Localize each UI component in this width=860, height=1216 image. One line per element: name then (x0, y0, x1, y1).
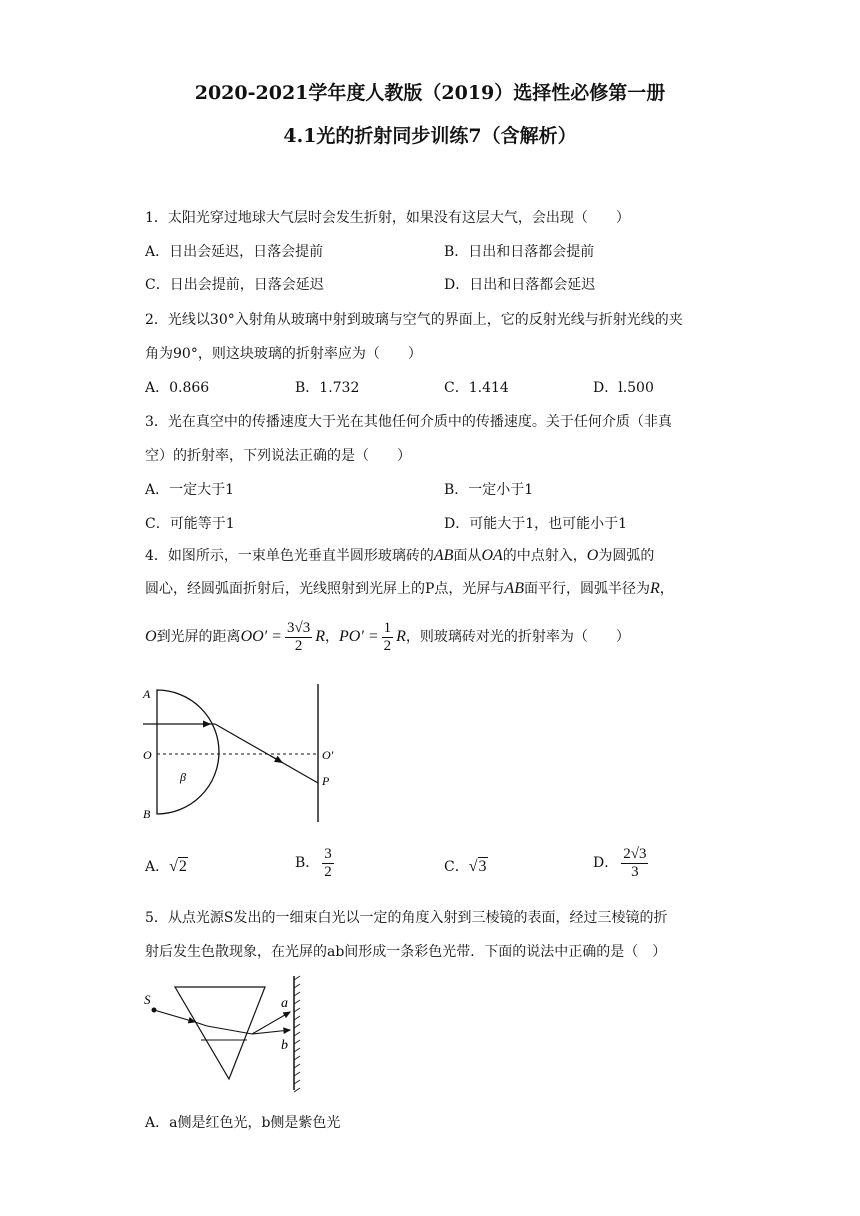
screen-hatch (294, 976, 300, 1092)
q4-figure-semicircle-glass (140, 682, 350, 827)
q5-stem-line1: 5．从点光源S发出的一细束白光以一定的角度入射到三棱镜的表面，经过三棱镜的折 (145, 910, 668, 926)
fraction-po-prime: $\frac{1}{2}$ (383, 620, 392, 654)
q3-option-a: A．一定大于1 (145, 482, 235, 498)
q1-stem: 1．太阳光穿过地球大气层时会发生折射，如果没有这层大气，会出现（ ） (145, 210, 630, 226)
semicircle-glass-outline (157, 690, 219, 814)
q4-option-b: B． $\frac{3}{2}$ (295, 846, 332, 880)
q4-option-c: C．√3 (444, 858, 487, 875)
q5-figure-prism (140, 972, 310, 1094)
q2-stem-line1: 2．光线以30°入射角从玻璃中射到玻璃与空气的界面上，它的反射光线与折射光线的夹 (145, 312, 683, 328)
fig-label-p: P (322, 774, 330, 788)
q1-option-c: C．日出会提前，日落会延迟 (145, 277, 324, 293)
fig-label-a-side: a (281, 996, 288, 1011)
fig-label-b: B (143, 807, 151, 821)
fig-label-o: O (143, 748, 152, 762)
fig-label-a: A (143, 687, 151, 701)
q1-option-b: B．日出和日落都会提前 (444, 244, 595, 260)
q2-option-c: C．1.414 (444, 380, 509, 396)
q4-stem-line2: 圆心，经圆弧面折射后，光线照射到光屏上的P点，光屏与AB面平行，圆弧半径为R， (145, 580, 674, 597)
q2-stem-line2: 角为90°，则这块玻璃的折射率应为（ ） (145, 346, 422, 362)
fig-label-b-side: b (281, 1038, 288, 1053)
incident-ray-s (154, 1010, 195, 1022)
q3-stem-line1: 3．光在真空中的传播速度大于光在其他任何介质中的传播速度。关于任何介质（非真 (145, 414, 672, 430)
q4-option-d: D． $\frac{2√3}{3}$ (593, 846, 647, 880)
q1-option-d: D．日出和日落都会延迟 (444, 277, 596, 293)
q2-option-b: B．1.732 (295, 380, 360, 396)
fig-label-o-prime: O′ (322, 748, 334, 762)
fig-label-beta: β (180, 770, 186, 784)
fraction-oo-prime: $\frac{3√3}{2}$ (286, 620, 311, 654)
prism-triangle (175, 987, 265, 1079)
q2-option-a: A．0.866 (145, 380, 210, 396)
document-title-line1: 2020-2021学年度人教版（2019）选择性必修第一册 (194, 82, 666, 104)
q3-option-c: C．可能等于1 (145, 516, 235, 532)
document-title-line2: 4.1光的折射同步训练7（含解析） (283, 125, 577, 147)
fig-label-s: S (144, 992, 151, 1007)
q3-option-d: D．可能大于1，也可能小于1 (444, 516, 628, 532)
q1-option-a: A．日出会延迟，日落会提前 (145, 244, 324, 260)
q4-option-a: A．√2 (145, 858, 187, 875)
q3-stem-line2: 空）的折射率，下列说法正确的是（ ） (145, 448, 411, 464)
q5-stem-line2: 射后发生色散现象，在光屏的ab间形成一条彩色光带．下面的说法中正确的是（ ） (145, 944, 667, 960)
q4-stem-line1: 4．如图所示，一束单色光垂直半圆形玻璃砖的AB面从OA的中点射入，O为圆弧的 (145, 547, 655, 564)
q3-option-b: B．一定小于1 (444, 482, 534, 498)
q4-stem-line3: O到光屏的距离OO′ = $\frac{3√3}{2}$ R，PO′ = $\frac{1}{2}$ R，则玻璃砖对光的折射率为（ ） (145, 620, 630, 654)
q2-option-d: D．l.500 (593, 380, 654, 396)
q5-option-a: A．a侧是红色光，b侧是紫色光 (145, 1115, 341, 1131)
